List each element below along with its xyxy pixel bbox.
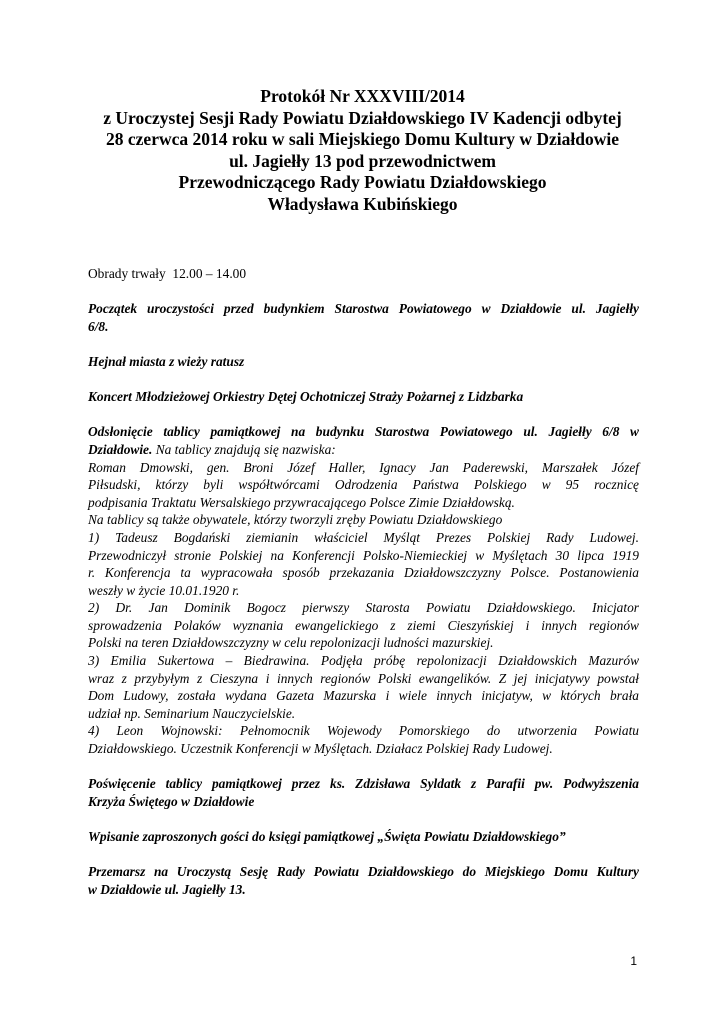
paragraph-line: Hejnał miasta z wieży ratusz (88, 353, 245, 369)
title-line: ul. Jagiełły 13 pod przewodnictwem (229, 150, 496, 171)
paragraph-line: Dom Ludowy, została wydana Gazeta Mazurska i wiele innych inicjatyw, w których brała (88, 688, 639, 704)
title-line: Władysława Kubińskiego (267, 193, 458, 214)
document-body (88, 265, 639, 916)
paragraph-line: 6/8. (88, 318, 109, 334)
heading-bold-text: Działdowie. (88, 441, 153, 457)
title-line: Przewodniczącego Rady Powiatu Działdowskiego (178, 172, 547, 192)
march-paragraph (88, 863, 639, 898)
paragraph-line: Piłsudski, którzy byli współtwórcami Odrodzenia Państwa Polskiego w 95 rocznicę (88, 477, 639, 493)
bugle-call-paragraph (88, 353, 639, 371)
paragraph-line: 4) Leon Wojnowski: Pełnomocnik Wojewody Pomorskiego do utworzenia Powiatu (88, 723, 639, 739)
paragraph-line: weszły w życie 10.01.1920 r. (88, 582, 240, 598)
paragraph-line: Roman Dmowski, gen. Broni Józef Haller, Ignacy Jan Paderewski, Marszałek Józef (88, 459, 639, 475)
paragraph-line: Przewodniczył stronie Polskiej na Konferencji Polsko-Niemieckiej w Myślętach 30 lipca 1919 (88, 547, 639, 563)
paragraph-line: w Działdowie ul. Jagiełły 13. (88, 881, 246, 897)
paragraph-heading-line (88, 441, 639, 459)
paragraph-line: Poświęcenie tablicy pamiątkowej przez ks. Zdzisława Syldatk z Parafii pw. Podwyższenia (88, 776, 639, 792)
title-line: z Uroczystej Sesji Rady Powiatu Działdowskiego IV Kadencji odbytej (103, 107, 622, 128)
paragraph-line: Początek uroczystości przed budynkiem Starostwa Powiatowego w Działdowie ul. Jagiełły (88, 301, 639, 317)
paragraph-line: r. Konferencja ta wypracowała sposób przekazania Działdowszczyzny Polsce. Postanowienia (88, 565, 639, 581)
session-hours: Obrady trwały 12.00 – 14.00 (88, 266, 247, 281)
paragraph-line: udział np. Seminarium Nauczycielskie. (88, 705, 296, 721)
paragraph-line: 3) Emilia Sukertowa – Biedrawina. Podjęła próbę repolonizacji Działdowskich Mazurów (88, 653, 639, 669)
title-line: Protokół Nr XXXVIII/2014 (260, 86, 465, 106)
page-number: 1 (630, 954, 637, 968)
plaque-unveiling-paragraph (88, 423, 639, 757)
consecration-paragraph (88, 775, 639, 810)
guestbook-paragraph (88, 828, 639, 846)
paragraph-line: 1) Tadeusz Bogdański ziemianin właściciel Myśląt Prezes Polskiej Rady Ludowej. (88, 529, 639, 545)
paragraph-line: Przemarsz na Uroczystą Sesję Rady Powiatu Działdowskiego do Miejskiego Domu Kultury (88, 864, 639, 880)
paragraph-line: Wpisanie zaproszonych gości do księgi pamiątkowej „Święta Powiatu Działdowskiego” (88, 829, 566, 844)
paragraph-line: Działdowskiego. Uczestnik Konferencji w Myślętach. Działacz Polskiej Rady Ludowej. (88, 741, 553, 757)
heading-italic-text: Na tablicy znajdują się nazwiska: (152, 441, 336, 457)
paragraph-line: 2) Dr. Jan Dominik Bogocz pierwszy Starosta Powiatu Działdowskiego. Inicjator (88, 600, 639, 616)
paragraph-line: podpisania Traktatu Wersalskiego przywracającego Polsce Zimie Działdowską. (88, 494, 515, 510)
paragraph-line: Polski na teren Działdowszczyzny w celu repolonizacji ludności mazurskiej. (88, 635, 494, 651)
paragraph-line: sprowadzenia Polaków wyznania ewangelickiego z ziemi Cieszyńskiej i innych regionów (88, 617, 639, 633)
concert-paragraph (88, 388, 639, 406)
paragraph-heading-line: Odsłonięcie tablicy pamiątkowej na budynku Starostwa Powiatowego ul. Jagiełły 6/8 w (88, 424, 639, 440)
paragraph-line: Na tablicy są także obywatele, którzy tworzyli zręby Powiatu Działdowskiego (88, 512, 503, 528)
title-line: 28 czerwca 2014 roku w sali Miejskiego Domu Kultury w Działdowie (106, 129, 619, 149)
paragraph-line: Koncert Młodzieżowej Orkiestry Dętej Ochotniczej Straży Pożarnej z Lidzbarka (88, 389, 524, 405)
paragraph-line: wraz z przybyłym z Cieszyna i innych regionów Polski ewangelików. Z jej inicjatywy powstał (88, 670, 639, 686)
document-title (60, 86, 665, 215)
ceremony-start-paragraph (88, 300, 639, 335)
paragraph-line: Krzyża Świętego w Działdowie (88, 793, 255, 809)
